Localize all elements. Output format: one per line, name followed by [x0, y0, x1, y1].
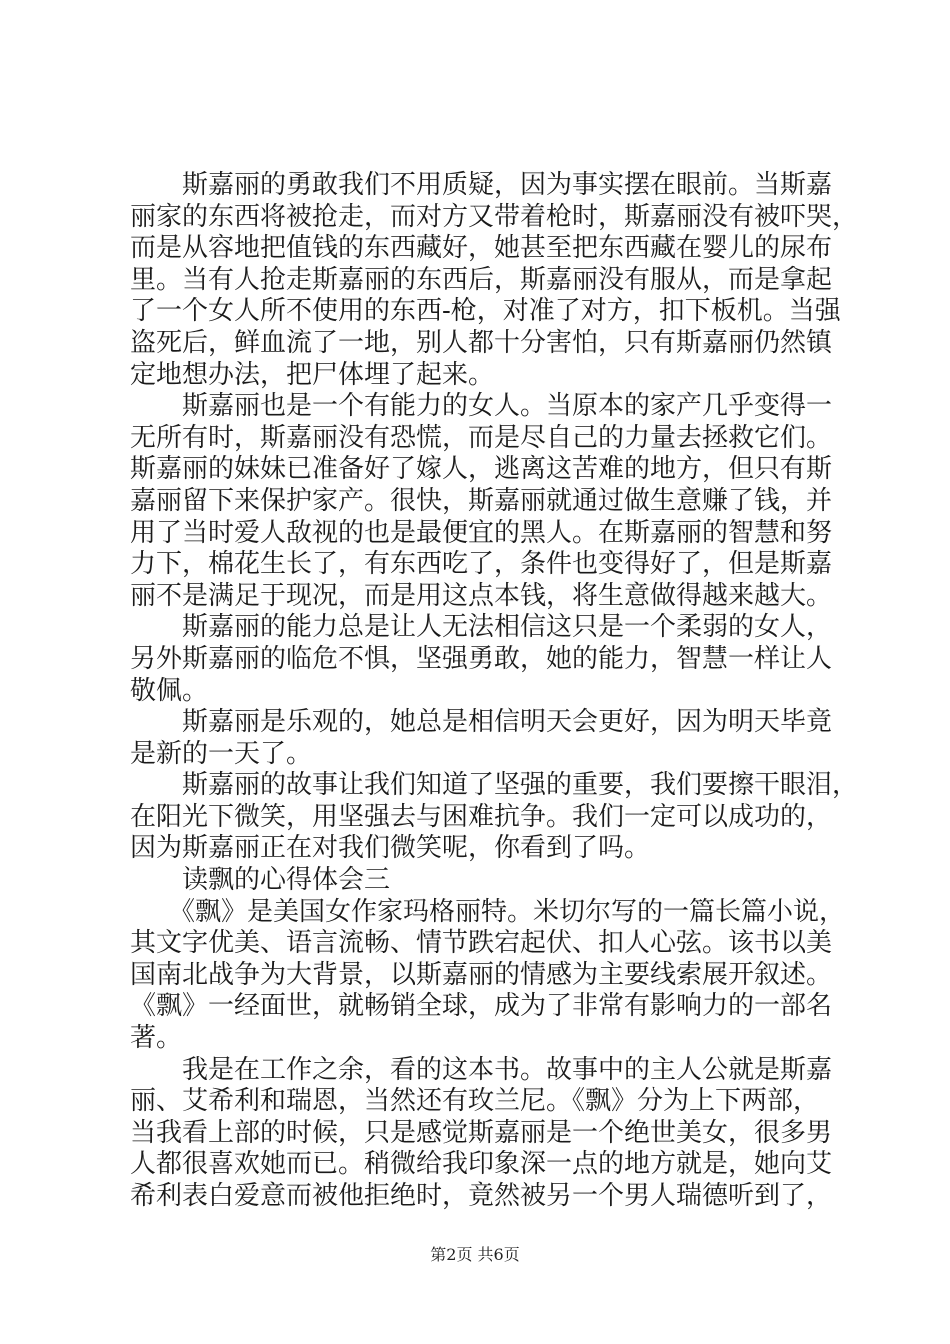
text-line: 当我看上部的时候，只是感觉斯嘉丽是一个绝世美女，很多男	[130, 1117, 833, 1148]
text-line: 盗死后，鲜血流了一地，别人都十分害怕，只有斯嘉丽仍然镇	[130, 327, 833, 358]
text-line: 在阳光下微笑，用坚强去与困难抗争。我们一定可以成功的，	[130, 801, 833, 832]
text-line: 另外斯嘉丽的临危不惧，坚强勇敢，她的能力，智慧一样让人	[130, 643, 833, 674]
text-line: 无所有时，斯嘉丽没有恐慌，而是尽自己的力量去拯救它们。	[130, 422, 833, 453]
page-footer: 第2页 共6页	[430, 1245, 520, 1264]
text-line: 《飘》是美国女作家玛格丽特。米切尔写的一篇长篇小说，	[130, 896, 846, 927]
text-line: 而是从容地把值钱的东西藏好，她甚至把东西藏在婴儿的尿布	[130, 233, 833, 264]
text-line: 斯嘉丽的妹妹已准备好了嫁人，逃离这苦难的地方，但只有斯	[130, 454, 833, 485]
text-line: 希利表白爱意而被他拒绝时，竟然被另一个男人瑞德听到了，	[130, 1181, 833, 1211]
text-line: 敬佩。	[130, 675, 209, 706]
text-line: 是新的一天了。	[130, 738, 313, 769]
text-line: 《飘》一经面世，就畅销全球，成为了非常有影响力的一部名	[130, 991, 833, 1022]
text-line: 用了当时爱人敌视的也是最便宜的黑人。在斯嘉丽的智慧和努	[130, 517, 833, 548]
text-line: 著。	[130, 1023, 183, 1054]
text-line: 了一个女人所不使用的东西-枪，对准了对方，扣下板机。当强	[130, 296, 841, 327]
text-line: 国南北战争为大背景，以斯嘉丽的情感为主要线索展开叙述。	[130, 959, 833, 990]
text-line: 人都很喜欢她而已。稍微给我印象深一点的地方就是，她向艾	[130, 1149, 833, 1180]
text-line: 斯嘉丽是乐观的，她总是相信明天会更好，因为明天毕竟	[130, 707, 833, 738]
text-line: 其文字优美、语言流畅、情节跌宕起伏、扣人心弦。该书以美	[130, 928, 833, 959]
text-line: 斯嘉丽的能力总是让人无法相信这只是一个柔弱的女人，	[130, 612, 833, 643]
body-text	[130, 170, 859, 1213]
text-line: 斯嘉丽的故事让我们知道了坚强的重要，我们要擦干眼泪，	[130, 770, 859, 801]
text-line: 里。当有人抢走斯嘉丽的东西后，斯嘉丽没有服从，而是拿起	[130, 264, 833, 295]
text-line: 丽、艾希利和瑞恩，当然还有玫兰尼。《飘》分为上下两部，	[130, 1086, 820, 1117]
text-line: 因为斯嘉丽正在对我们微笑呢，你看到了吗。	[130, 833, 651, 864]
text-line: 读飘的心得体会三	[130, 865, 391, 896]
text-line: 定地想办法，把尸体埋了起来。	[130, 359, 495, 390]
text-line: 斯嘉丽的勇敢我们不用质疑，因为事实摆在眼前。当斯嘉	[130, 170, 833, 200]
text-line: 丽家的东西将被抢走，而对方又带着枪时，斯嘉丽没有被吓哭，	[130, 201, 859, 232]
text-line: 斯嘉丽也是一个有能力的女人。当原本的家产几乎变得一	[130, 391, 833, 422]
text-line: 力下，棉花生长了，有东西吃了，条件也变得好了，但是斯嘉	[130, 549, 833, 580]
text-line: 我是在工作之余，看的这本书。故事中的主人公就是斯嘉	[130, 1054, 833, 1085]
text-line: 嘉丽留下来保护家产。很快，斯嘉丽就通过做生意赚了钱，并	[130, 485, 833, 516]
text-line: 丽不是满足于现况，而是用这点本钱，将生意做得越来越大。	[130, 580, 833, 611]
